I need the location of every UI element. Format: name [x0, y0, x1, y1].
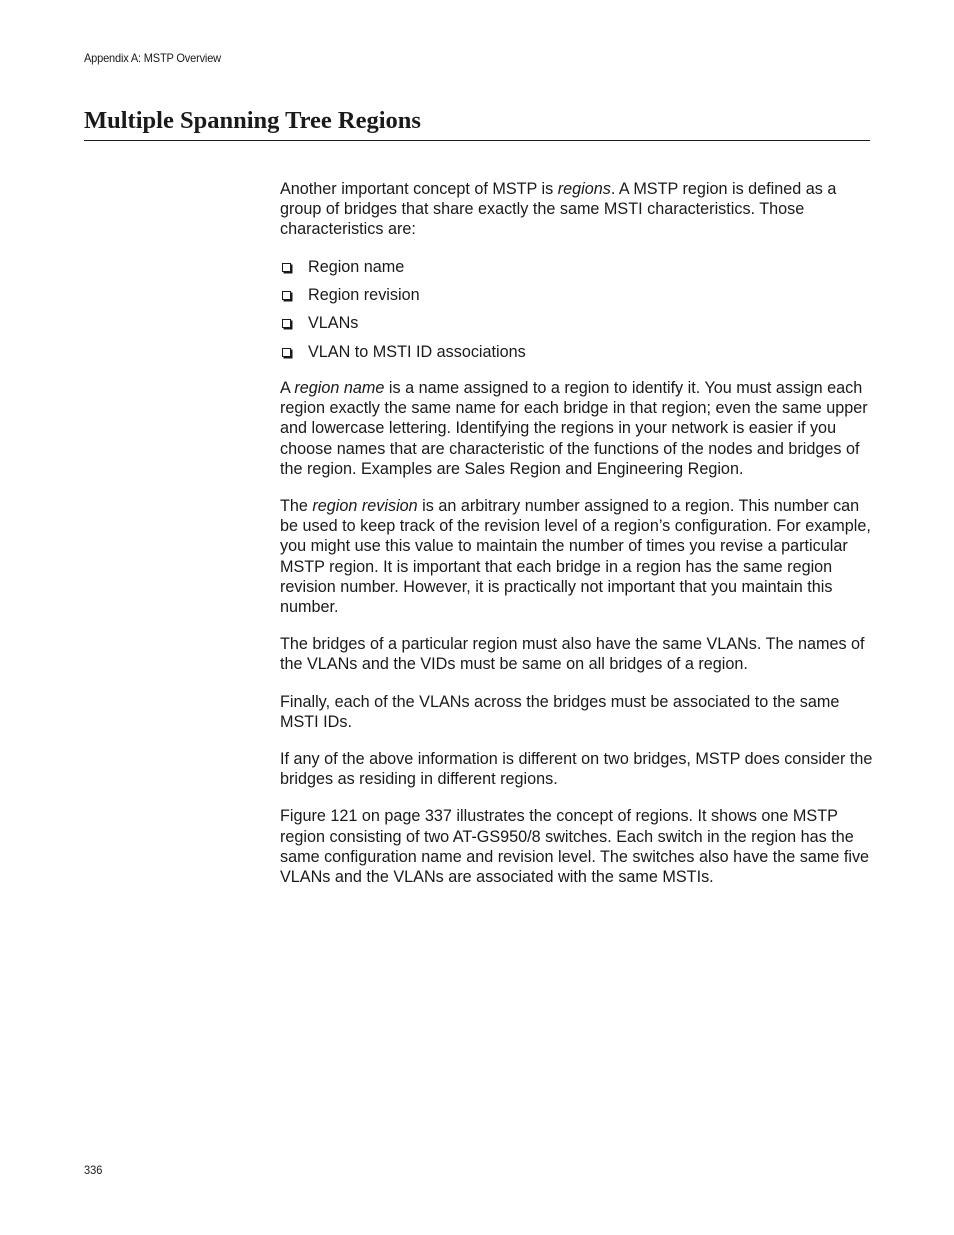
region-revision-text-1: The	[280, 497, 313, 515]
region-revision-emphasis: region revision	[312, 497, 418, 515]
intro-text-2: . A MSTP region is defined as a group of bridges that share exactly the same MSTI characteristics. Those characteristics are:	[280, 180, 837, 239]
checkbox-bullet-icon	[282, 263, 291, 272]
body-text	[280, 179, 880, 904]
region-revision-text-2: is an arbitrary number assigned to a region. This number can be used to keep track of the revision level of a region’s configuration. For example, you might use this value to maintain the number of times you revise a particular MSTP region. It is important that each bridge in a region has the same region revision number. However, it is practically not important that you maintain this number.	[280, 497, 871, 617]
region-revision-paragraph	[280, 496, 880, 617]
title-rule	[84, 140, 870, 141]
region-name-text-1: A	[280, 378, 295, 397]
intro-text-1: Another important concept of MSTP is	[280, 180, 558, 198]
list-item	[280, 285, 880, 305]
checkbox-bullet-icon	[282, 291, 291, 300]
section-title: Multiple Spanning Tree Regions	[84, 107, 421, 134]
different-regions-paragraph: If any of the above information is different on two bridges, MSTP does consider the bridges as residing in different regions.	[280, 750, 873, 789]
page-number: 336	[84, 1163, 103, 1177]
list-item	[280, 257, 880, 277]
checkbox-bullet-icon	[282, 348, 291, 357]
list-item-label: VLANs	[308, 314, 359, 333]
region-name-text-2: is a name assigned to a region to identify it. You must assign each region exactly the same name for each bridge in that region; even the same upper and lowercase lettering. Identifying the regions in your network is easier if you choose names that are characteristic of the functions of the nodes and bridges of the region. Examples are Sales Region and Engineering Region.	[280, 378, 868, 478]
vlans-paragraph: The bridges of a particular region must also have the same VLANs. The names of the VLANs and the VIDs must be same on all bridges of a region.	[280, 635, 865, 674]
msti-paragraph: Finally, each of the VLANs across the bridges must be associated to the same MSTI IDs.	[280, 692, 840, 731]
characteristics-list	[280, 257, 880, 362]
list-item-label: VLAN to MSTI ID associations	[308, 342, 526, 361]
figure-reference-paragraph: Figure 121 on page 337 illustrates the concept of regions. It shows one MSTP region consisting of two AT-GS950/8 switches. Each switch in the region has the same configuration name and revision level. The switches also have the same five VLANs and the VLANs are associated with the same MSTIs.	[280, 807, 870, 887]
region-name-emphasis: region name	[294, 378, 385, 397]
list-item-label: Region name	[308, 257, 405, 276]
checkbox-bullet-icon	[282, 319, 291, 328]
region-name-paragraph	[280, 378, 880, 479]
list-item-label: Region revision	[308, 286, 420, 304]
intro-emphasis: regions	[557, 180, 611, 198]
running-header: Appendix A: MSTP Overview	[84, 51, 221, 65]
list-item	[280, 313, 880, 333]
intro-paragraph	[280, 179, 880, 240]
list-item	[280, 342, 880, 362]
